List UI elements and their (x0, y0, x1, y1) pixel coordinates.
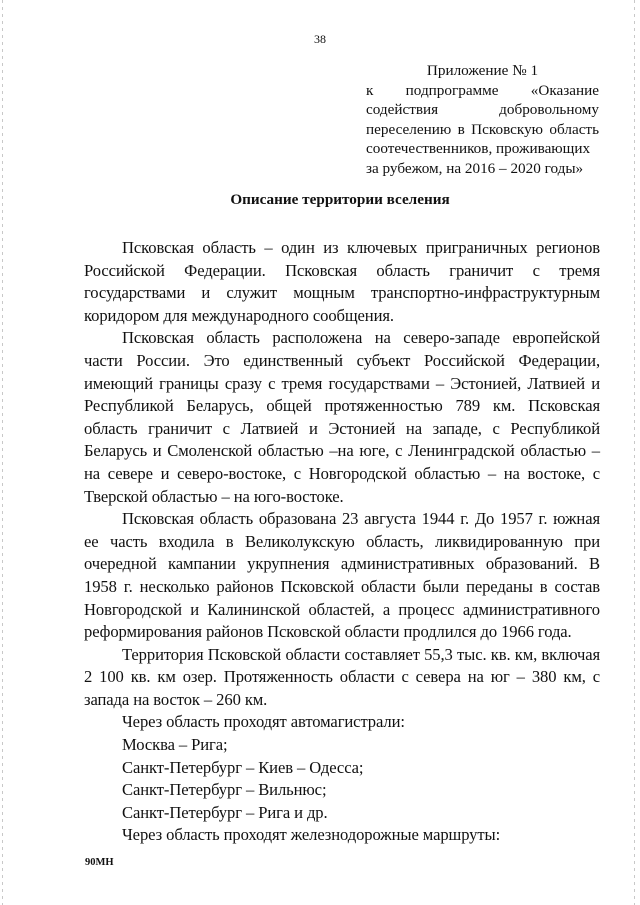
list-item: Москва – Рига; (122, 735, 228, 755)
scan-edge-left (2, 0, 3, 905)
list-item: Санкт-Петербург – Киев – Одесса; (122, 757, 364, 777)
document-title: Описание территории вселения (230, 191, 450, 208)
appendix-block (366, 61, 599, 178)
paragraph: Псковская область расположена на северо-западе европейской части России. Это единственный субъект Российской Федерации, имеющий границы сразу с тремя государствами – Эстонией, Латвией и Республикой Беларусь, общей протяженностью 789 км. Псковская область граничит с Латвией и Эстонией на западе, с Республикой Беларусь и Смоленской областью –на юге, с Ленинградской областью – на севере и северо-востоке, с Новгородской областью – на востоке, с Тверской областью – на юго-востоке. (84, 328, 600, 506)
paragraph: Через область проходят автомагистрали: (122, 712, 405, 732)
appendix-title: Приложение № 1 (426, 62, 539, 79)
paragraph: Псковская область образована 23 августа 1944 г. До 1957 г. южная ее часть входила в Великолукскую область, ликвидированную при очередной кампании укрупнения административных образований. В 1958 г. несколько районов Псковской области были переданы в состав Новгородской и Калининской областей, а процесс административного реформирования районов Псковской области продлился до 1966 года. (84, 509, 600, 642)
list-item: Санкт-Петербург – Рига и др. (122, 802, 328, 822)
paragraph: Псковская область – один из ключевых приграничных регионов Российской Федерации. Псковская область граничит с тремя государствами и служит мощным транспортно-инфраструктурным коридором для международного сообщения. (84, 238, 600, 325)
list-item: Санкт-Петербург – Вильнюс; (122, 780, 327, 800)
page-number: 38 (314, 32, 326, 46)
paragraph: Через область проходят железнодорожные маршруты: (122, 825, 501, 845)
appendix-body: к подпрограмме «Оказание содействия добровольному переселению в Псковскую область соотечественников, проживающих (366, 81, 599, 157)
footer-code: 90МН (85, 857, 114, 868)
paragraph: Территория Псковской области составляет 55,3 тыс. кв. км, включая 2 100 кв. км озер. Протяженность области с севера на юг – 380 км, с запада на восток – 260 км. (84, 644, 600, 709)
appendix-last-line: за рубежом, на 2016 – 2020 годы» (366, 159, 584, 177)
scan-edge-right (634, 0, 635, 905)
document-body (84, 237, 600, 847)
